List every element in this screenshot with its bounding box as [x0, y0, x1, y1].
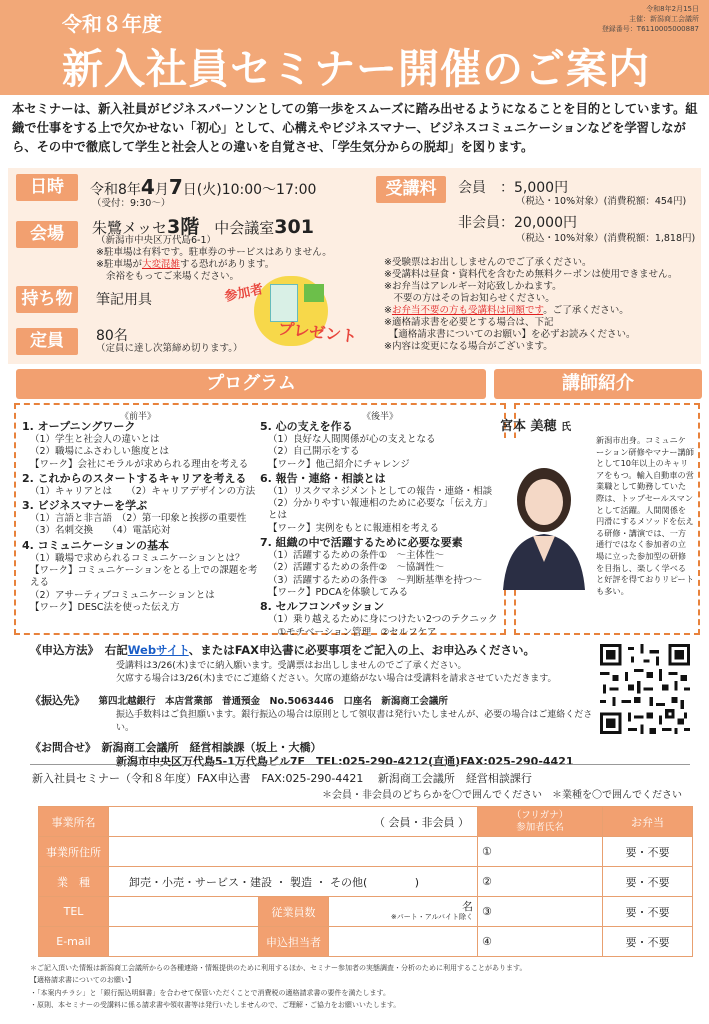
email-label: E-mail: [39, 927, 109, 957]
industry-options[interactable]: 卸売・小売・サービス・建設 ・ 製造 ・ その他( ): [109, 867, 478, 897]
program-item: （1）活躍するための条件① ～主体性～: [268, 550, 445, 562]
venue-address: （新潟市中央区万代島6-1）: [96, 235, 217, 246]
furigana-label: （フリガナ）: [511, 809, 569, 821]
participant-2-field[interactable]: [478, 867, 603, 897]
employees-field[interactable]: [329, 897, 478, 927]
contact-org: 新潟商工会議所 経営相談課（坂上・大橋）: [101, 741, 322, 754]
meta-org: 主催：新潟商工会議所: [629, 15, 699, 23]
capacity-tag: 定員: [16, 328, 78, 355]
participant-number: ③: [482, 905, 492, 918]
contact-address: 新潟市中央区万代島5-1万代島ビル7F TEL:025-290-4212(直通)FAX:025-290-4421: [116, 755, 574, 768]
program-item: （1）乗り越えるために身につけたい2つのテクニック: [268, 614, 498, 626]
office-name-field[interactable]: [109, 807, 478, 837]
footer-note: ＊ご記入頂いた情報は新潟商工会議所からの各種連絡・情報提供のために利用するほか、セミナー参加者の実態調査・分析のために利用することがあります。: [30, 964, 527, 972]
employees-note: ※パート・アルバイト除く: [390, 912, 473, 921]
bento-3-choice[interactable]: 要・不要: [603, 897, 693, 927]
program-item: （1）キャリアとは （2）キャリアデザインの方法: [30, 485, 256, 497]
bento-1-choice[interactable]: 要・不要: [603, 837, 693, 867]
program-item: 【ワーク】DESC法を使った伝え方: [30, 601, 180, 613]
person-label: 申込担当者: [259, 927, 329, 957]
date-weekday: (火): [196, 182, 222, 198]
member-label: 会員: [458, 180, 486, 196]
bento-2-choice[interactable]: 要・不要: [603, 867, 693, 897]
bank-info: 第四北越銀行 本店営業部 普通預金 No.5063446 口座名 新潟商工会議所: [98, 696, 448, 707]
gift-icon: [304, 284, 324, 302]
industry-label: 業 種: [39, 867, 109, 897]
program-item: 【ワーク】会社にモラルが求められる理由を考える: [30, 458, 249, 470]
employees-label: 従業員数: [259, 897, 329, 927]
page-title: 新入社員セミナー開催のご案内: [62, 45, 650, 93]
program-item: （2）活躍するための条件② ～協調性～: [268, 562, 445, 574]
program-item: （2）アサーティブコミュニケーションとは: [30, 589, 215, 601]
apply-method-pre: 右記: [104, 643, 128, 657]
bank-row: [30, 694, 610, 709]
fee-note: ※お弁当はアレルギー対応致しかねます。: [384, 281, 562, 292]
program-heading: プログラム: [16, 369, 486, 399]
present-label-top: 参加者: [223, 282, 265, 305]
venue-note-1: ※駐車場は有料です。駐車券のサービスはありません。: [96, 247, 332, 258]
member-fee: ：5,000円: [500, 180, 569, 196]
date-prefix: 令和8年: [90, 182, 141, 198]
fee-note: ※適格請求書を必要とする場合は、下記: [384, 317, 554, 328]
items-value: 筆記用具: [96, 292, 152, 308]
datetime-tag: 日時: [16, 174, 78, 201]
program-section-title: 7. 組織の中で活躍するために必要な要素: [260, 536, 463, 550]
tel-label: TEL: [39, 897, 109, 927]
participant-number: ②: [482, 875, 492, 888]
program-item: （3）名刺交換 （4）電話応対: [30, 525, 171, 537]
program-first-half-head: 《前半》: [120, 412, 157, 422]
capacity-note: （定員に達し次第締め切ります。）: [96, 343, 243, 354]
nonmember-tax: （税込・10%対象）(消費税額：1,818円): [516, 233, 696, 244]
website-link[interactable]: Webサイト: [127, 643, 189, 657]
office-name-label: 事業所名: [39, 807, 109, 837]
nonmember-label: 非会員: [458, 215, 500, 231]
event-time: 10:00～17:00: [221, 182, 317, 198]
program-item: 【ワーク】実例をもとに報連相を考える: [268, 522, 440, 534]
fee-tag: 受講料: [376, 176, 446, 203]
program-item: （2）分かりやすい報連相のために必要な「伝え方」とは: [268, 498, 493, 522]
venue-room-no: 301: [274, 216, 314, 238]
participant-label: 参加者氏名: [516, 821, 564, 833]
program-section-title: 5. 心の支えを作る: [260, 420, 353, 433]
participant-1-field[interactable]: [478, 837, 603, 867]
footer-note: ・原則、本セミナーの受講料に係る請求書や領収書等は発行いたしませんので、ご理解・ご協力をお願いいたします。: [30, 1000, 401, 1009]
venue-floor: 3階: [167, 216, 200, 238]
apply-method-label: 《申込方法》: [30, 643, 94, 657]
lecturer-name-row: [500, 415, 571, 434]
fee-note: 不要の方はその旨お知らせください。: [384, 293, 555, 304]
fee-note-red-pre: ※: [384, 305, 392, 316]
program-item: 【ワーク】他己紹介にチャレンジ: [268, 458, 410, 470]
fax-form-note: ＊会員・非会員のどちらかを〇で囲んでください ＊業種を〇で囲んでください: [322, 790, 682, 801]
venue-note-2-post: する恐れがあります。: [179, 259, 275, 270]
program-section-title: 4. コミュニケーションの基本: [22, 538, 170, 552]
program-second-half-head: 《後半》: [362, 412, 399, 422]
program-section-title: 8. セルフコンパッション: [260, 600, 385, 614]
member-fee-row: [458, 177, 568, 197]
bento-4-choice[interactable]: 要・不要: [603, 927, 693, 957]
lecturer-honorific: 氏: [561, 422, 572, 433]
venue-tag: 会場: [16, 221, 78, 248]
participant-4-field[interactable]: [478, 927, 603, 957]
bank-note: 振込手数料はご負担願います。銀行振込の場合は原則として領収書は発行いたしませんが、必要の場合はご連絡ください。: [116, 710, 593, 733]
office-address-label: 事業所住所: [39, 837, 109, 867]
footer-note: 【適格請求書についてのお願い】: [30, 976, 135, 985]
person-field[interactable]: [329, 927, 478, 957]
meta-registration: 登録番号：T6110005000887: [601, 25, 699, 33]
fee-note: 【適格請求書についてのお願い】を必ずお読みください。: [384, 329, 636, 340]
program-item: （2）職場にふさわしい態度とは: [30, 446, 170, 458]
fee-note-red-post: 。ご了承ください。: [543, 305, 629, 316]
office-address-field[interactable]: [109, 837, 478, 867]
lecturer-heading: 講師紹介: [494, 369, 702, 399]
program-section-title: 1. オープニングワーク: [22, 420, 136, 433]
qr-code-icon[interactable]: [600, 644, 690, 734]
reception-time: （受付：9:30～）: [92, 198, 171, 209]
present-graphic: [224, 262, 399, 360]
date-day-unit: 日: [182, 182, 197, 198]
venue-room: 中会議室: [214, 219, 275, 237]
lecturer-bio: 新潟市出身。コミュニケーション研修やマナー講師として10年以上のキャリアをもつ。輸入自動車の営業職として勤務していた際は、トップセールスマンとして活躍。人間関係を円滑にするメソッドを伝える研修・講演では、一方通行ではなく参加者の立場に立った参加型の研修を目指し、楽しく学べると好評を得ておりリピートも多い。: [596, 435, 694, 596]
meta-date: 令和8年2月15日: [646, 5, 699, 13]
email-field[interactable]: [109, 927, 259, 957]
fax-form-table: [38, 806, 693, 957]
program-item: （2）自己開示をする: [268, 446, 360, 458]
program-item: （1）学生と社会人の違いとは: [30, 434, 160, 445]
program-item: ①モチベーション管理 ②セルフケア: [268, 626, 437, 638]
capacity-value: 80名: [96, 328, 128, 344]
apply-section: [30, 643, 610, 769]
fee-note: ※内容は変更になる場合がございます。: [384, 341, 553, 352]
venue-note-3: 余裕をもってご来場ください。: [106, 271, 240, 282]
date-month: 4: [140, 175, 155, 199]
divider: [30, 764, 690, 765]
intro-text: 本セミナーは、新入社員がビジネスパーソンとしての第一歩をスムーズに踏み出せるようになることを目的としています。組織で仕事をする上で欠かせない「初心」として、心構えやビジネスマナー、ビジネスコミュニケーションなどを学習しながら、その中で徹底して学生と社会人との違いを自覚させ、「学生気分からの脱却」を図ります。: [12, 102, 698, 154]
program-item: 【ワーク】コミュニケーションをとる上での課題を考える: [30, 565, 258, 589]
apply-method-note-1: 受講料は3/26(木)までに納入願います。受講票はお出ししませんのでご了承ください。: [116, 661, 467, 671]
apply-method-note-2: 欠席する場合は3/26(木)までにご連絡ください。欠席の連絡がない場合は受講料を請求させていただきます。: [116, 674, 557, 684]
employees-unit: 名: [462, 899, 473, 913]
participant-header: [478, 807, 603, 837]
program-section-title: 2. これからのスタートするキャリアを考える: [22, 471, 247, 485]
nonmember-fee: ：20,000円: [500, 215, 577, 231]
program-item: （1）職場で求められるコミュニケーションとは？: [30, 552, 245, 564]
tel-field[interactable]: [109, 897, 259, 927]
fee-note-red: [384, 305, 678, 317]
items-tag: 持ち物: [16, 286, 78, 313]
footer-note: ・「本案内チラシ」と「銀行振込明細書」を合わせて保管いただくことで消費税の適格請求書の要件を満たします。: [30, 988, 390, 997]
program-box: [14, 403, 506, 638]
bank-label: 《振込先》: [30, 694, 80, 707]
lecturer-name: 宮本 美穂: [500, 419, 557, 434]
bento-header: お弁当: [603, 807, 693, 837]
participant-number: ④: [482, 935, 492, 948]
apply-method-row: [30, 643, 610, 657]
event-date: [90, 175, 316, 199]
apply-method-post: 、またはFAX申込書に必要事項をご記入の上、お申込みください。: [188, 643, 536, 657]
fee-note-red-text: お弁当不要の方も受講料は同額です: [391, 305, 544, 316]
participant-3-field[interactable]: [478, 897, 603, 927]
header-banner: [0, 0, 709, 95]
date-day: 7: [168, 175, 183, 199]
program-section-title: 6. 報告・連絡・相談とは: [260, 471, 386, 485]
header-year: 令和８年度: [62, 12, 162, 36]
participant-number: ①: [482, 845, 492, 858]
member-choice[interactable]: （ 会員・非会員 ）: [374, 815, 469, 829]
fax-form-title: 新入社員セミナー（令和８年度）FAX申込書 FAX:025-290-4421 新潟商工会議所 経営相談課行: [32, 772, 532, 785]
date-month-unit: 月: [154, 182, 169, 198]
fee-note: ※受験票はお出ししませんのでご了承ください。: [384, 257, 592, 268]
program-item: 【ワーク】PDCAを体験してみる: [268, 586, 409, 598]
program-item: （1）リスクマネジメントとしての報告・連絡・相談: [268, 485, 493, 497]
present-label-bottom: プレゼント: [277, 318, 359, 347]
nonmember-fee-row: [458, 212, 577, 232]
fee-note: ※受講料は昼食・資料代を含むため無料クーポンは使用できません。: [384, 269, 678, 280]
fee-notes: [384, 257, 678, 353]
program-item: （1）良好な人間関係が心の支えとなる: [268, 434, 436, 445]
member-tax: （税込・10%対象）(消費税額：454円): [516, 196, 687, 207]
program-left-column: [22, 419, 258, 614]
program-section-title: 3. ビジネスマナーを学ぶ: [22, 499, 148, 513]
venue-note-2-pre: ※駐車場が: [96, 259, 142, 270]
header-meta: [602, 4, 699, 34]
program-item: （3）活躍するための条件③ ～判断基準を持つ～: [268, 574, 483, 586]
program-right-column: [260, 419, 500, 639]
lecturer-photo: [497, 438, 591, 590]
lecturer-portrait-icon: [497, 438, 591, 590]
footer-notes: [30, 962, 690, 1011]
venue: 朱鷺メッセ: [92, 219, 168, 237]
contact-label: 《お問合せ》: [30, 741, 91, 754]
program-item: （1）言語と非言語 （2）第一印象と挨拶の重要性: [30, 513, 247, 525]
venue-note-2-red: 大変混雑: [141, 259, 180, 270]
contact-row: [30, 741, 610, 755]
